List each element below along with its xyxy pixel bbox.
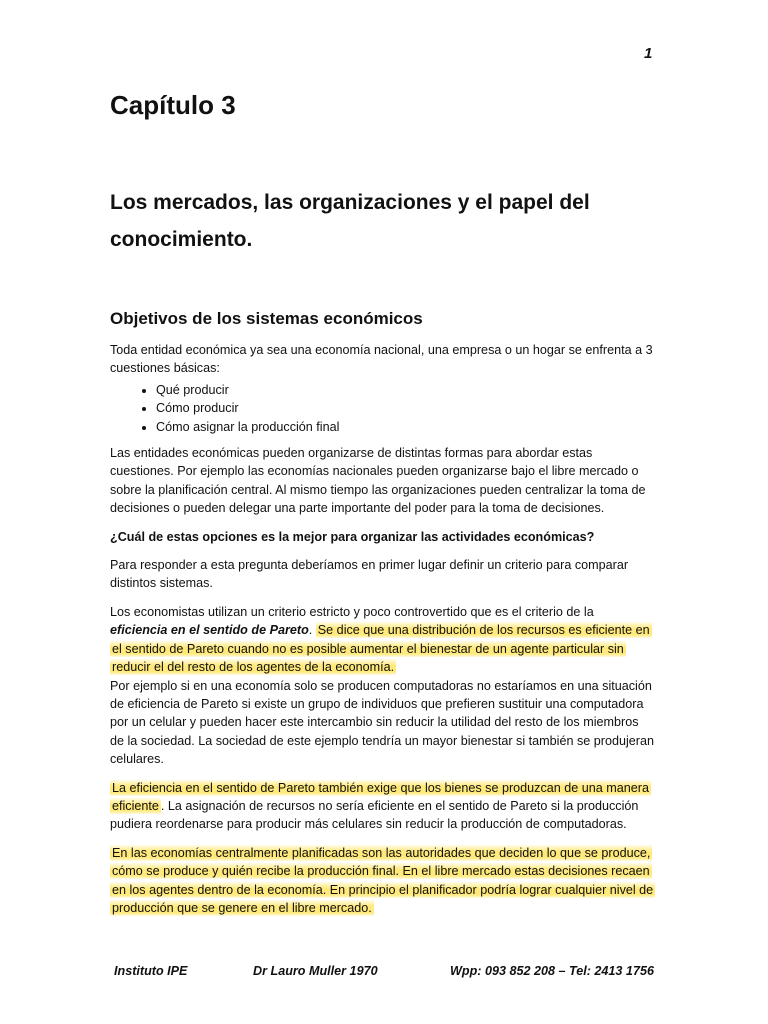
page-number: 1 — [644, 45, 653, 62]
pareto-highlight: Se dice que una distribución de los recursos es eficiente en el sentido de Pareto cuando no es posible aumentar el bienestar de un agente particular sin reducir el del resto de los agentes de la economía. — [112, 623, 650, 675]
pareto-term: eficiencia en el sentido de Pareto — [110, 623, 309, 638]
question-text: ¿Cuál de estas opciones es la mejor para organizar las actividades económicas? — [110, 529, 595, 544]
chapter-title: Capítulo 3 — [110, 90, 236, 120]
footer-address: Dr Lauro Muller 1970 — [253, 964, 378, 978]
planned-highlight: En las economías centralmente planificadas son las autoridades que deciden lo que se produce, cómo se produce y quién recibe la producción final. En el libre mercado estas decisiones recaen en los agentes dentro de la economía. En principio el planificador podría lograr cualquier nivel de producción que se genere en el libre mercado. — [112, 845, 654, 915]
entities-paragraph: Las entidades económicas pueden organizarse de distintas formas para abordar estas cuestiones. Por ejemplo las economías nacionales pueden organizarse bajo el libre mercado o sobre la planificación central. Al mismo tiempo las organizaciones pueden centralizar la toma de decisiones o pueden delegar una parte importante del poder para la toma de decisiones. — [110, 446, 646, 516]
efficiency-highlight: La eficiencia en el sentido de Pareto también exige que los bienes se produzcan de una manera eficiente — [112, 780, 649, 813]
document-body — [110, 341, 654, 927]
pareto-intro: Los economistas utilizan un criterio estricto y poco controvertido que es el criterio de la — [110, 604, 594, 619]
question-paragraph — [110, 528, 654, 546]
pareto-paragraph — [110, 603, 654, 677]
footer-institute: Instituto IPE — [114, 964, 188, 978]
efficiency-rest: . La asignación de recursos no sería eficiente en el sentido de Pareto si la producción pudiera reordenarse para producir más celulares sin reducir la producción de computadoras. — [110, 798, 639, 832]
intro-paragraph: Toda entidad económica ya sea una economía nacional, una empresa o un hogar se enfrenta a 3 cuestiones básicas: — [110, 343, 653, 376]
example-paragraph: Por ejemplo si en una economía solo se producen computadoras no estaríamos en una situación de eficiencia de Pareto si existe un grupo de individuos que prefieren sustituir una computadora por un celular y pueden hacer este intercambio sin reducir la utilidad del resto de los miembros de la sociedad. La sociedad de este ejemplo tendría un mayor bienestar si también se produjeran celulares. — [110, 678, 654, 767]
efficiency-paragraph — [110, 779, 654, 834]
questions-list — [110, 381, 654, 436]
pareto-dot: . — [308, 623, 313, 638]
list-item: • Cómo asignar la producción final — [156, 418, 654, 436]
subsection-title: Objetivos de los sistemas económicos — [110, 309, 423, 328]
list-item: • Qué producir — [156, 381, 654, 399]
list-item: • Cómo producir — [156, 399, 654, 417]
footer-contact: Wpp: 093 852 208 – Tel: 2413 1756 — [450, 964, 654, 978]
planned-paragraph — [110, 844, 654, 918]
respond-paragraph: Para responder a esta pregunta deberíamos en primer lugar definir un criterio para comparar distintos sistemas. — [110, 558, 629, 591]
section-title: Los mercados, las organizaciones y el papel del conocimiento. — [110, 191, 590, 251]
